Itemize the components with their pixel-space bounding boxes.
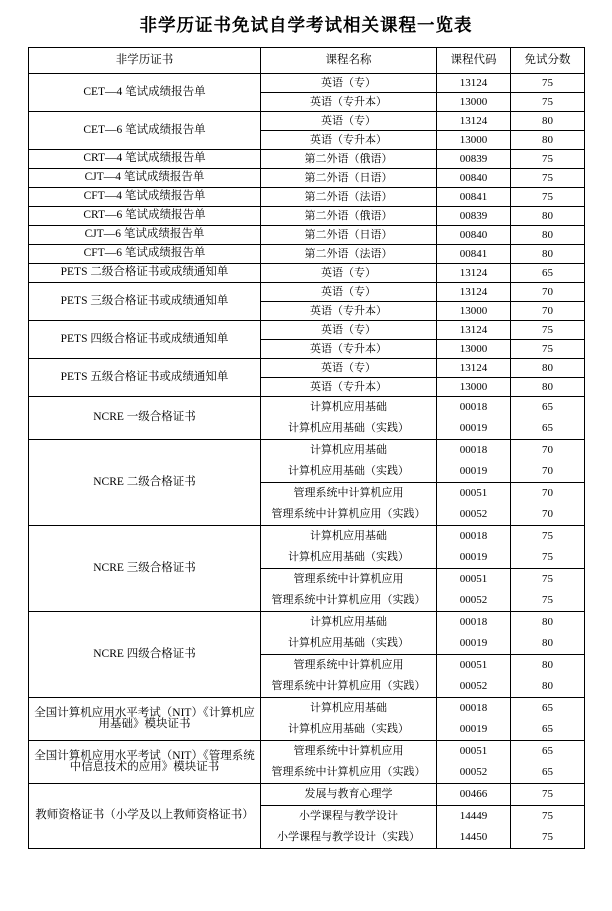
course-name: 第二外语（日语）: [261, 226, 437, 245]
course-code-group: [437, 612, 511, 698]
exemption-score: 70: [542, 507, 553, 520]
course-name: 英语（专）: [261, 321, 437, 340]
course-code: 00841: [437, 188, 511, 207]
course-code: 13000: [437, 340, 511, 359]
course-code: 00839: [437, 207, 511, 226]
course-name: 计算机应用基础（实践）: [288, 722, 409, 735]
course-code: 00052: [459, 765, 488, 778]
course-name: 小学课程与教学设计: [261, 806, 436, 828]
exemption-score: 80: [511, 359, 585, 378]
course-name-group: [261, 784, 437, 849]
exemption-score: 80: [511, 131, 585, 150]
course-name: 发展与教育心理学: [304, 787, 393, 800]
exemption-score: 80: [511, 655, 584, 677]
exemption-score: 75: [511, 340, 585, 359]
certificate-name: CJT—4 笔试成绩报告单: [29, 169, 261, 188]
table-row: [29, 169, 585, 188]
table-header-row: [29, 48, 585, 74]
table-row: [29, 440, 585, 526]
exemption-score: 75: [511, 74, 585, 93]
course-code-group: [437, 440, 511, 526]
course-code: 00018: [459, 529, 488, 542]
course-name: 第二外语（法语）: [261, 245, 437, 264]
course-code: 13124: [437, 321, 511, 340]
table-row: [29, 321, 585, 340]
course-name: 管理系统中计算机应用（实践）: [271, 765, 426, 778]
certificate-name: NCRE 二级合格证书: [29, 440, 261, 526]
course-name: 英语（专升本）: [261, 93, 437, 112]
certificate-name: CFT—4 笔试成绩报告单: [29, 188, 261, 207]
table-row: [29, 397, 585, 440]
course-name: 计算机应用基础（实践）: [288, 464, 409, 477]
exemption-score: 70: [542, 464, 553, 477]
course-code: 00466: [459, 787, 488, 800]
course-code: 00051: [437, 569, 510, 591]
course-name: 管理系统中计算机应用: [261, 569, 436, 591]
course-name: 英语（专升本）: [261, 131, 437, 150]
exemption-score: 80: [511, 378, 585, 397]
course-name: 英语（专升本）: [261, 302, 437, 321]
certificate-name: 全国计算机应用水平考试（NIT）《计算机应用基础》模块证书: [29, 698, 261, 741]
exemption-score: 70: [542, 443, 553, 456]
course-name: 计算机应用基础（实践）: [288, 421, 409, 434]
course-name: 英语（专）: [261, 264, 437, 283]
certificate-name: CET—4 笔试成绩报告单: [29, 74, 261, 112]
exemption-score: 80: [542, 636, 553, 649]
exemption-score: 75: [511, 150, 585, 169]
course-name: 管理系统中计算机应用（实践）: [271, 679, 426, 692]
table-row: [29, 283, 585, 302]
course-name-group: [261, 612, 437, 698]
course-name: 英语（专）: [261, 283, 437, 302]
course-code: 00018: [459, 701, 488, 714]
table-row: [29, 226, 585, 245]
exemption-score: 80: [511, 245, 585, 264]
column-header-course: 课程名称: [261, 48, 437, 74]
exemption-score: 75: [511, 806, 584, 828]
course-name: 第二外语（法语）: [261, 188, 437, 207]
course-name: 计算机应用基础: [310, 529, 387, 542]
course-code: 00019: [459, 550, 488, 563]
course-code: 00019: [459, 421, 488, 434]
course-name-group: [261, 397, 437, 440]
certificate-name: NCRE 一级合格证书: [29, 397, 261, 440]
exemption-score: 75: [511, 188, 585, 207]
exemption-score: 75: [542, 529, 553, 542]
certificate-name: PETS 四级合格证书或成绩通知单: [29, 321, 261, 359]
exemption-score-group: [511, 397, 585, 440]
table-row: [29, 741, 585, 784]
certificate-name: CRT—6 笔试成绩报告单: [29, 207, 261, 226]
exemption-score-group: [511, 526, 585, 612]
exemption-score: 65: [542, 400, 553, 413]
certificate-name: CET—6 笔试成绩报告单: [29, 112, 261, 150]
exemption-score: 65: [511, 264, 585, 283]
exemption-score: 80: [511, 226, 585, 245]
course-code: 00052: [459, 593, 488, 606]
course-name: 计算机应用基础: [310, 400, 387, 413]
column-header-score: 免试分数: [511, 48, 585, 74]
course-name: 第二外语（俄语）: [261, 150, 437, 169]
certificate-name: CRT—4 笔试成绩报告单: [29, 150, 261, 169]
exemption-score: 80: [542, 679, 553, 692]
course-code: 14450: [459, 830, 488, 843]
exemption-score: 75: [511, 321, 585, 340]
exemption-score-group: [511, 741, 585, 784]
course-code-group: [437, 526, 511, 612]
exemption-score: 65: [542, 722, 553, 735]
exemption-score-group: [511, 698, 585, 741]
course-code: 00840: [437, 226, 511, 245]
table-body: [29, 74, 585, 849]
exemption-score: 75: [511, 93, 585, 112]
course-code: 00019: [459, 636, 488, 649]
course-name: 计算机应用基础: [310, 615, 387, 628]
exemption-score: 65: [542, 701, 553, 714]
exemption-course-table: [28, 47, 585, 849]
course-code-group: [437, 698, 511, 741]
course-code: 00019: [459, 464, 488, 477]
course-name-group: [261, 698, 437, 741]
course-code: 13000: [437, 131, 511, 150]
course-name-group: [261, 440, 437, 526]
course-code: 13000: [437, 302, 511, 321]
column-header-code: 课程代码: [437, 48, 511, 74]
course-code: 00018: [459, 443, 488, 456]
course-name: 计算机应用基础（实践）: [288, 636, 409, 649]
course-name: 计算机应用基础: [310, 443, 387, 456]
table-row: [29, 264, 585, 283]
course-code: 00051: [459, 744, 488, 757]
exemption-score-group: [511, 784, 585, 849]
table-row: [29, 188, 585, 207]
table-container: [0, 47, 612, 849]
column-header-certificate: 非学历证书: [29, 48, 261, 74]
course-code: 00051: [437, 483, 510, 505]
course-code-group: [437, 397, 511, 440]
certificate-name: PETS 五级合格证书或成绩通知单: [29, 359, 261, 397]
course-code: 00052: [459, 679, 488, 692]
certificate-name: PETS 三级合格证书或成绩通知单: [29, 283, 261, 321]
course-name: 管理系统中计算机应用（实践）: [271, 507, 426, 520]
exemption-score: 65: [542, 765, 553, 778]
course-name: 管理系统中计算机应用: [261, 483, 436, 505]
exemption-score: 75: [542, 787, 553, 800]
exemption-score: 75: [511, 569, 584, 591]
course-code: 00052: [459, 507, 488, 520]
course-name: 英语（专）: [261, 112, 437, 131]
exemption-score-group: [511, 440, 585, 526]
course-name: 第二外语（俄语）: [261, 207, 437, 226]
table-row: [29, 784, 585, 849]
course-name-group: [261, 526, 437, 612]
course-name: 英语（专）: [261, 74, 437, 93]
table-row: [29, 698, 585, 741]
course-name: 计算机应用基础: [310, 701, 387, 714]
course-code: 13124: [437, 74, 511, 93]
page-title: 非学历证书免试自学考试相关课程一览表: [139, 15, 473, 35]
certificate-name: NCRE 三级合格证书: [29, 526, 261, 612]
table-row: [29, 245, 585, 264]
course-code: 13124: [437, 112, 511, 131]
course-code-group: [437, 741, 511, 784]
certificate-name: CFT—6 笔试成绩报告单: [29, 245, 261, 264]
course-code: 00841: [437, 245, 511, 264]
course-code-group: [437, 784, 511, 849]
course-code: 00840: [437, 169, 511, 188]
table-row: [29, 359, 585, 378]
exemption-score: 80: [542, 615, 553, 628]
exemption-score: 70: [511, 483, 584, 505]
course-code: 13124: [437, 283, 511, 302]
table-row: [29, 207, 585, 226]
certificate-name: PETS 二级合格证书或成绩通知单: [29, 264, 261, 283]
certificate-name: 教师资格证书（小学及以上教师资格证书）: [29, 784, 261, 849]
certificate-name: NCRE 四级合格证书: [29, 612, 261, 698]
table-row: [29, 74, 585, 93]
course-name-group: [261, 741, 437, 784]
exemption-score: 75: [542, 593, 553, 606]
certificate-name: 全国计算机应用水平考试（NIT）《管理系统中信息技术的应用》模块证书: [29, 741, 261, 784]
exemption-score-group: [511, 612, 585, 698]
course-name: 英语（专升本）: [261, 340, 437, 359]
course-code: 00018: [459, 615, 488, 628]
course-name: 英语（专）: [261, 359, 437, 378]
exemption-score: 80: [511, 207, 585, 226]
course-code: 13000: [437, 378, 511, 397]
table-row: [29, 612, 585, 698]
course-name: 英语（专升本）: [261, 378, 437, 397]
course-code: 00018: [459, 400, 488, 413]
course-name: 小学课程与教学设计（实践）: [277, 830, 420, 843]
table-row: [29, 526, 585, 612]
course-code: 00019: [459, 722, 488, 735]
exemption-score: 75: [542, 830, 553, 843]
course-name: 第二外语（日语）: [261, 169, 437, 188]
exemption-score: 80: [511, 112, 585, 131]
table-row: [29, 112, 585, 131]
course-name: 管理系统中计算机应用: [293, 744, 404, 757]
course-name: 管理系统中计算机应用: [261, 655, 436, 677]
exemption-score: 65: [542, 421, 553, 434]
course-code: 00051: [437, 655, 510, 677]
certificate-name: CJT—6 笔试成绩报告单: [29, 226, 261, 245]
course-code: 13000: [437, 93, 511, 112]
exemption-score: 70: [511, 302, 585, 321]
exemption-score: 70: [511, 283, 585, 302]
course-code: 13124: [437, 359, 511, 378]
course-name: 计算机应用基础（实践）: [288, 550, 409, 563]
course-code: 14449: [437, 806, 510, 828]
table-header: [29, 48, 585, 74]
exemption-score: 65: [542, 744, 553, 757]
table-row: [29, 150, 585, 169]
course-code: 13124: [437, 264, 511, 283]
course-code: 00839: [437, 150, 511, 169]
exemption-score: 75: [542, 550, 553, 563]
course-name: 管理系统中计算机应用（实践）: [271, 593, 426, 606]
exemption-score: 75: [511, 169, 585, 188]
